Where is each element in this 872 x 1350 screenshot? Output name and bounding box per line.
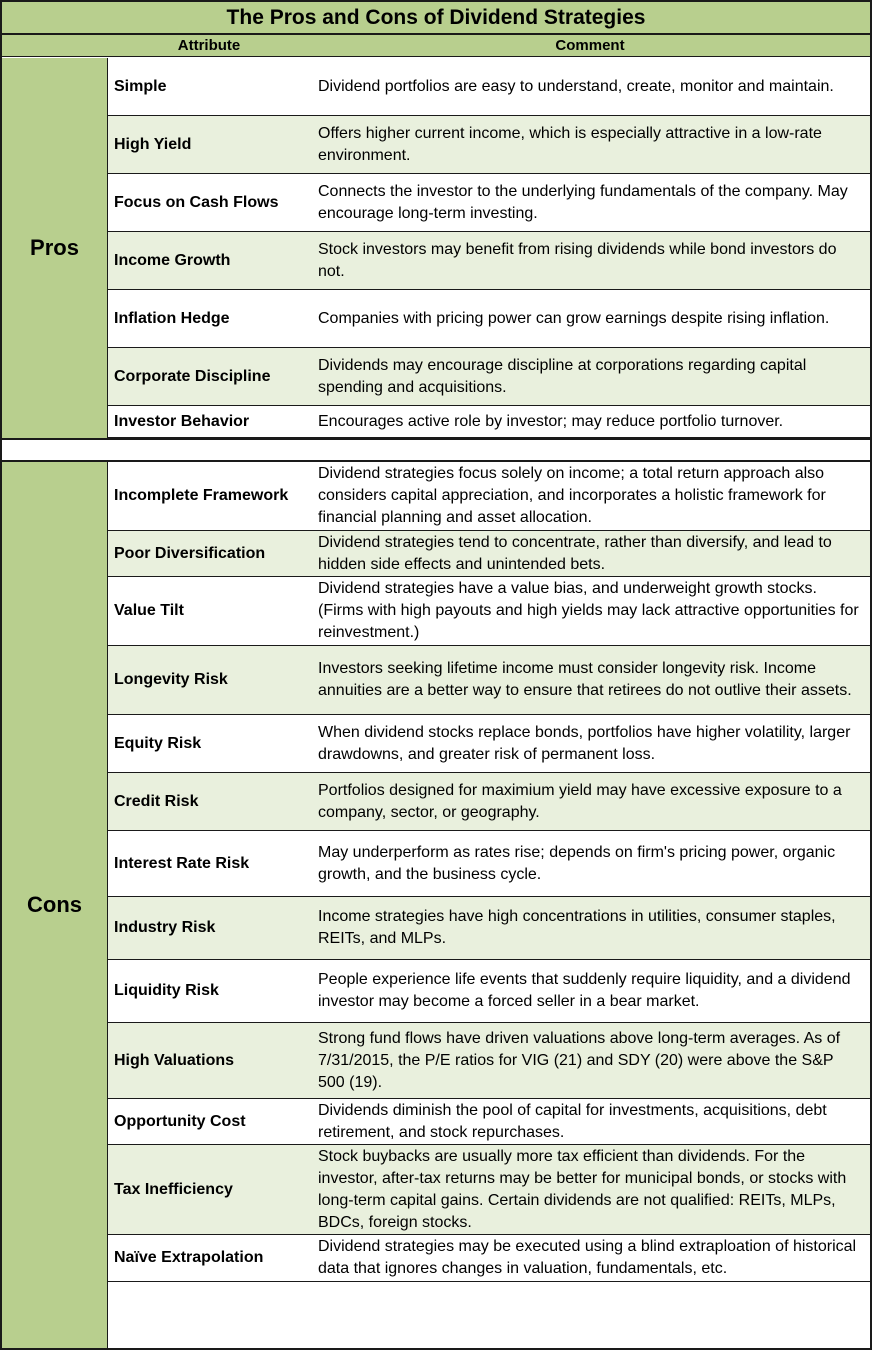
comment-cell: Dividend portfolios are easy to understand, create, monitor and maintain. <box>318 77 834 95</box>
attribute-cell: High Valuations <box>114 1051 235 1069</box>
table-row <box>108 116 870 174</box>
comment-cell: Dividends may encourage discipline at corporations regarding capital spending and acquisitions. <box>318 356 807 396</box>
comment-cell: Stock buybacks are usually more tax efficient than dividends. For the investor, after-tax returns may be better for municipal bonds, or stocks with long-term capital gains. Certain dividends are not qualified: REITs, MLPs, BDCs, foreign stocks. <box>318 1147 847 1231</box>
attribute-cell: Focus on Cash Flows <box>114 193 279 211</box>
header-blank <box>2 35 108 57</box>
comment-cell: Offers higher current income, which is especially attractive in a low-rate environment. <box>318 124 822 164</box>
table-row <box>108 406 870 438</box>
comment-cell: Strong fund flows have driven valuations above long-term averages. As of 7/31/2015, the P/E ratios for VIG (21) and SDY (20) were above the S&P 500 (19). <box>318 1029 841 1091</box>
comment-cell: May underperform as rates rise; depends on firm's pricing power, organic growth, and the business cycle. <box>318 843 836 883</box>
table-row <box>108 290 870 348</box>
comment-cell: Stock investors may benefit from rising dividends while bond investors do not. <box>318 240 837 280</box>
comment-cell: Dividends diminish the pool of capital for investments, acquisitions, debt retirement, and stock repurchases. <box>318 1101 827 1141</box>
table-row <box>108 1099 870 1145</box>
attribute-cell: Tax Inefficiency <box>114 1180 233 1198</box>
comment-cell: Income strategies have high concentrations in utilities, consumer staples, REITs, and MLPs. <box>318 908 836 947</box>
table-row <box>108 462 870 531</box>
attribute-cell: Corporate Discipline <box>114 367 271 385</box>
table-row <box>108 897 870 960</box>
comment-cell: Connects the investor to the underlying fundamentals of the company. May encourage long-term investing. <box>318 182 848 222</box>
comment-cell: Dividend strategies have a value bias, and underweight growth stocks. (Firms with high payouts and high yields may lack attractive opportunities for reinvestment.) <box>318 580 859 641</box>
attribute-cell: Industry Risk <box>114 919 216 936</box>
attribute-cell: Incomplete Framework <box>114 487 289 504</box>
attribute-cell: Value Tilt <box>114 602 184 619</box>
comment-cell: Encourages active role by investor; may reduce portfolio turnover. <box>318 412 784 430</box>
attribute-cell: Income Growth <box>114 251 231 269</box>
table-row <box>108 715 870 773</box>
attribute-cell: Longevity Risk <box>114 671 228 688</box>
table-row <box>108 773 870 831</box>
attribute-cell: Equity Risk <box>114 734 202 752</box>
table-row <box>108 1235 870 1282</box>
attribute-cell: Inflation Hedge <box>114 309 230 327</box>
attribute-cell: Credit Risk <box>114 792 199 810</box>
table-row <box>108 1145 870 1235</box>
attribute-cell: Poor Diversification <box>114 544 266 562</box>
section-divider <box>2 438 870 462</box>
comment-cell: Dividend strategies tend to concentrate, rather than diversify, and lead to hidden side effects and unintended bets. <box>318 533 832 573</box>
comment-cell: Companies with pricing power can grow earnings despite rising inflation. <box>318 309 830 327</box>
table-row <box>108 58 870 116</box>
comment-cell: Dividend strategies may be executed using a blind extraploation of historical data that ignores changes in valuation, fundamentals, etc. <box>318 1238 857 1277</box>
attribute-cell: Interest Rate Risk <box>114 854 250 872</box>
pros-section-label: Pros <box>2 58 108 438</box>
table-row <box>108 1023 870 1099</box>
attribute-cell: High Yield <box>114 135 192 153</box>
comment-cell: Investors seeking lifetime income must consider longevity risk. Income annuities are a better way to ensure that retirees do not outlive their assets. <box>318 660 852 699</box>
table-row <box>108 646 870 715</box>
attribute-cell: Simple <box>114 77 167 95</box>
table-row <box>108 174 870 232</box>
table-row <box>108 531 870 577</box>
attribute-cell: Naïve Extrapolation <box>114 1249 264 1266</box>
header-comment: Comment <box>310 35 870 57</box>
table-row <box>108 348 870 406</box>
attribute-cell: Investor Behavior <box>114 412 250 430</box>
cons-section-label: Cons <box>2 462 108 1348</box>
header-attribute: Attribute <box>108 35 310 57</box>
table-row <box>108 232 870 290</box>
attribute-cell: Opportunity Cost <box>114 1112 246 1130</box>
comment-cell: Portfolios designed for maximium yield may have excessive exposure to a company, sector, or geography. <box>318 781 842 821</box>
comment-cell: People experience life events that suddenly require liquidity, and a dividend investor may become a forced seller in a bear market. <box>318 971 851 1010</box>
comment-cell: When dividend stocks replace bonds, portfolios have higher volatility, larger drawdowns, and greater risk of permanent loss. <box>318 723 851 763</box>
table-row <box>108 577 870 646</box>
table-title: The Pros and Cons of Dividend Strategies <box>2 2 870 35</box>
comment-cell: Dividend strategies focus solely on income; a total return approach also considers capital appreciation, and incorporates a holistic framework for financial planning and asset allocation. <box>318 465 826 526</box>
attribute-cell: Liquidity Risk <box>114 982 219 999</box>
table-row <box>108 960 870 1023</box>
table-row <box>108 831 870 897</box>
